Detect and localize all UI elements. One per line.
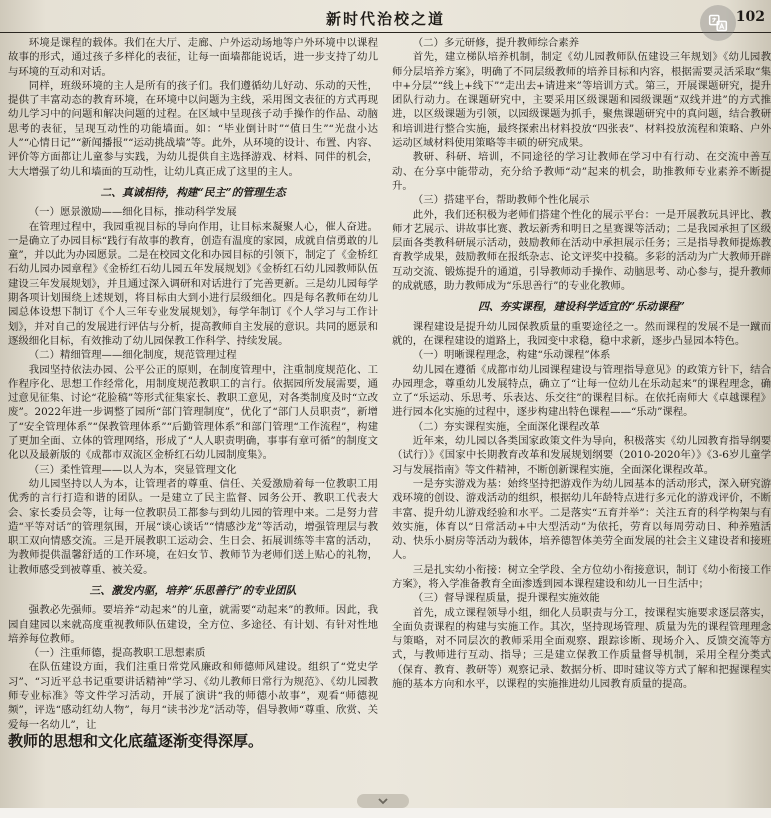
- paragraph: 幼儿园在遵循《成都市幼儿园课程建设与管理指导意见》的政策方针下，结合办园理念，尊重幼儿发展特点，确立了“让每一位幼儿在乐动起来”的课程理念，确立了“乐运动、乐思考、乐表达、乐交往”的课程目标。在依托南师大《卓越课程》进行园本化实施的过程中，逐步构建出特色课程——“乐动”课程。: [392, 363, 771, 419]
- scroll-down-button[interactable]: [357, 794, 409, 808]
- paragraph: 首先，成立课程领导小组，细化人员职责与分工，按课程实施要求逐层落实，全面负责课程的构建与实施工作。其次，坚持现场管理、质量为先的课程管理理念与策略，对不同层次的教师采用全面观察、跟踪诊断、现场介入、反馈交流等方式，与教师进行互动、指导；三是建立保教工作质量督导机制，采用全程分类式（保育、教育、教研等）观察记录、数据分析、即时建议等方式了解和把握课程实施的基本方向和水平，以课程的实施推进幼儿园教育质量的提高。: [392, 606, 771, 691]
- subsection-heading: （三）督导课程质量，提升课程实施效能: [412, 592, 600, 605]
- paragraph: 在管理过程中，我园重视目标的导向作用，让目标来凝聚人心，催人奋进。一是确立了办园目标“践行有故事的教育，创造有温度的家园，成就自信勇敢的儿童”，并以此为办园愿景。二是在校园文化和办园目标的引领下，制定了《金桥红石幼儿园办园章程》《金桥红石幼儿园五年发展规划》《金桥红石幼儿园教师队伍建设三年发展规划》，并且通过深入调研和对话进行了完善更新。三是幼儿园每学期各项计划围绕上述规划，将目标由大到小进行层级细化。四是每名教师在幼儿园总体设想下制订《个人三年专业发展规划》，每学年制订《个人学习与工作计划》，并对自己的发展进行评估与分析，提高教师自主发展的意识。共同的愿景和逐级细化目标，有效推动了幼儿园保教工作科学、持续发展。: [8, 220, 378, 347]
- right-column: [392, 36, 771, 818]
- paragraph-final-line: 教师的思想和文化底蕴逐渐变得深厚。: [8, 731, 264, 750]
- page-header: [0, 6, 771, 33]
- section-heading: 四、夯实课程，建设科学适宜的“乐动课程”: [478, 300, 685, 314]
- paragraph: 教研、科研、培训，不同途径的学习让教师在学习中有行动、在交流中善互动、在分享中能带动，充分给予教师“动”起来的机会，助推教师专业素养不断提升。: [392, 151, 771, 192]
- subsection-heading: （二）多元研修，提升教师综合素养: [412, 37, 580, 49]
- paragraph: 课程建设是提升幼儿园保教质量的重要途径之一。然而课程的发展不是一蹴而就的，在课程建设的道路上，我园变中求稳，稳中求新，逐步凸显园本特色。: [392, 320, 771, 347]
- paragraph: 我园坚持依法办园、公平公正的原则，在制度管理中，注重制度规范化、工作程序化、思想工作经常化，用制度规范教职工的言行。依据园所发展需要，通过意见征集、讨论“花脸稿”等形式征集家长、教职工意见，对各类制度及时“立改废”。2022年进一步调整了园所“部门管理制度”，优化了“部门人员职责”，新增了“安全管理体系”“保教管理体系”“后勤管理体系”和部门管理“工作流程”，构建了更加全面、立体的管理网络，形成了“人人职责明确，事事有章可循”的制度文化以及最新版的《成都市双流区金桥红石幼儿园制度集》。: [8, 363, 378, 462]
- paragraph: 环境是课程的载体。我们在大厅、走廊、户外运动场地等户外环境中以课程故事的形式，通过孩子多样化的表征，让每一面墙都能说话，进一步支持了幼儿与环境的互动和对话。: [8, 37, 378, 78]
- section-heading: 三、激发内驱，培养“乐思善行”的专业团队: [89, 583, 297, 597]
- translate-icon: [708, 13, 728, 33]
- section-heading: 二、真诚相待，构建“民主”的管理生态: [100, 185, 286, 199]
- journal-title: 新时代治校之道: [325, 10, 445, 28]
- subsection-heading: （一）明晰课程理念，构建“乐动课程”体系: [412, 349, 611, 362]
- subsection-heading: （二）精细管理——细化制度，规范管理过程: [28, 349, 237, 362]
- paragraph: 幼儿园坚持以人为本，让管理者的尊重、信任、关爱激励着每一位教职工用优秀的言行打造和谐的团队。一是建立了民主监督、园务公开、教职工代表大会、家长委员会等，让每一位教职员工都参与到幼儿园的管理中来。二是努力营造“平等对话”的管理氛围，开展“谈心谈话”“情感沙龙”等活动，增强管理层与教职工双向情感交流。三是开展教职工运动会、生日会、拓展训练等丰富的活动，为教师提供温馨舒适的工作环境，在妇女节、教师节为老师们送上贴心的礼物，让教师感受到被尊重、被关爱。: [8, 477, 378, 576]
- subsection-heading: （二）夯实课程实施，全面深化课程改革: [412, 420, 600, 433]
- subsection-heading: （三）柔性管理——以人为本，突显管理文化: [28, 463, 237, 476]
- translate-button[interactable]: [700, 5, 736, 41]
- chevron-down-icon: [378, 798, 388, 805]
- paragraph: 一是夯实游戏为基：始终坚持把游戏作为幼儿园基本的活动形式，深入研究游戏环境的创设、游戏活动的组织，根据幼儿年龄特点进行多元化的游戏评价，不断丰富、提升幼儿游戏经验和水平。二是落实“五育并举”：关注五育的科学构架与有效实施，体育以“日常活动+中大型活动”为依托，劳育以每周劳动日、种养殖活动、快乐小厨房等活动为载体，培养德智体美劳全面发展的社会主义建设者和接班人。: [392, 477, 771, 562]
- left-column: [8, 36, 378, 818]
- subsection-heading: （一）注重师德，提高教职工思想素质: [28, 647, 206, 660]
- subsection-heading: （三）搭建平台，帮助教师个性化展示: [412, 194, 590, 207]
- paragraph: 此外，我们还积极为老师们搭建个性化的展示平台：一是开展教玩具评比、教师才艺展示、讲故事比赛、教坛新秀和明日之星赛课等活动；二是我园承担了区级层面各类教科研展示活动，鼓励教师在活动中承担展示任务；三是指导教师提炼教育教学成果，鼓励教师在报纸杂志、论文评奖中投稿。多彩的活动为广大教师开辟互动交流、锻炼提升的通道，引导教师动手操作、动脑思考、动心参与，提升教师的成就感，助力教师成为“乐思善行”的专业化教师。: [392, 208, 771, 293]
- subsection-heading: （一）愿景激励——细化目标，推动科学发展: [28, 206, 237, 219]
- page-number: 102: [735, 9, 765, 25]
- paragraph: 同样，班级环境的主人是所有的孩子们。我们遵循幼儿好动、乐动的天性，提供了丰富动态的教育环境，在环境中以问题为主线，采用图文表征的方式再现幼儿学习中的问题和解决问题的过程。在区域中呈现孩子动手操作的作品、动脑思考的表征，呈现互动性的功能墙面。如：“毕业倒计时”“值日生”“光盘小达人”“心情日记”“新闻播报”“运动挑战墙”等。此外，从环境的设计、布置、内容、评价等方面都让儿童参与实践，为幼儿提供自主选择游戏、材料、同伴的机会，大大增强了幼儿和墙面的互动性，让幼儿真正成了这里的主人。: [8, 79, 378, 178]
- viewer-bottom-bar: [0, 808, 771, 818]
- paragraph: 首先，建立梯队培养机制，制定《幼儿园教师队伍建设三年规划》《幼儿园教师分层培养方案》，明确了不同层级教师的培养目标和内容，根据需要灵活采取“集中+分层”“线上+线下”“走出去+请进来”等培训方式。第三，开展课题研究，提升团队行动力。在课题研究中，主要采用区级课题和园级课题“双线并进”的方式推进，以区级课题为引领，以园级课题为抓手，聚焦课题研究中的真问题，结合教研和培训进行整合实施，最终探索出材料投放“四张表”、材料投放流程和策略、户外运动区域材料使用策略等丰硕的研究成果。: [392, 51, 771, 150]
- paragraph: 在队伍建设方面，我们注重日常党风廉政和师德师风建设。组织了“党史学习”、“习近平总书记重要讲话精神”学习、《幼儿教师日常行为规范》、《幼儿园教师专业标准》等文件学习活动，开展了演讲“我的师德小故事”，观看“师德视频”，评选“感动红幼人物”，每月“读书沙龙”活动等，倡导教师“尊重、欣赏、关爱每一名幼儿”，让: [8, 661, 378, 731]
- paragraph: 强教必先强师。要培养“动起来”的儿童，就需要“动起来”的教师。因此，我园自建园以来就高度重视教师队伍建设，全方位、多途径、有计划、有针对性地培养每位教师。: [8, 604, 378, 645]
- paragraph: 近年来，幼儿园以各类国家政策文件为导向，积极落实《幼儿园教育指导纲要（试行）》《国家中长期教育改革和发展规划纲要（2010-2020年）》《3-6岁儿童学习与发展指南》等文件精神，不断创新课程实施，全面深化课程改革。: [392, 435, 771, 476]
- paragraph: 三是扎实幼小衔接：树立全学段、全方位幼小衔接意识，制订《幼小衔接工作方案》，将入学准备教育全面渗透到园本课程建设和幼儿一日生活中；: [392, 563, 771, 590]
